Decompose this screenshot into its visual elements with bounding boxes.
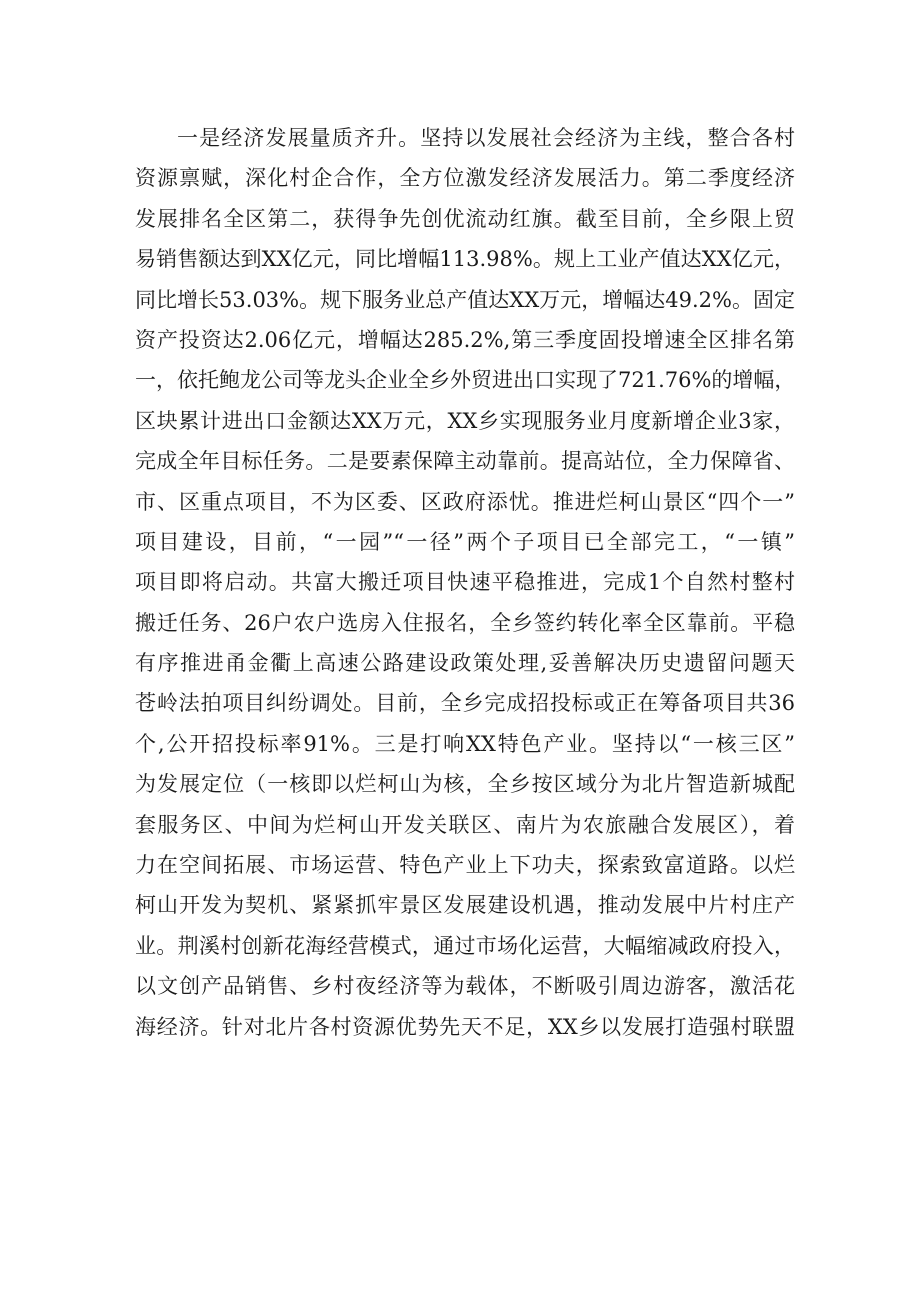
text-line: 市、区重点项目，不为区委、区政府添忧。推进烂柯山景区“四个一” bbox=[135, 489, 795, 514]
text-line: 个,公开招投标率91%。三是打响XX特色产业。坚持以“一核三区” bbox=[135, 731, 795, 756]
text-line: 以文创产品销售、乡村夜经济等为载体，不断吸引周边游客，激活花 bbox=[135, 974, 795, 999]
text-line: 一，依托鲍龙公司等龙头企业全乡外贸进出口实现了721.76%的增幅， bbox=[135, 368, 796, 393]
body-paragraph bbox=[135, 118, 795, 1047]
text-line: 为发展定位（一核即以烂柯山为核，全乡按区域分为北片智造新城配 bbox=[135, 772, 795, 797]
text-line: 易销售额达到XX亿元，同比增幅113.98%。规上工业产值达XX亿元， bbox=[135, 247, 795, 272]
text-line: 资源禀赋，深化村企合作，全方位激发经济发展活力。第二季度经济 bbox=[135, 166, 795, 191]
text-line: 柯山开发为契机、紧紧抓牢景区发展建设机遇，推动发展中片村庄产 bbox=[135, 893, 795, 918]
text-line: 发展排名全区第二，获得争先创优流动红旗。截至目前，全乡限上贸 bbox=[135, 206, 795, 231]
text-line: 项目建设，目前，“一园”“一径”两个子项目已全部完工，“一镇” bbox=[135, 529, 795, 554]
text-line: 海经济。针对北片各村资源优势先天不足，XX乡以发展打造强村联盟 bbox=[135, 1014, 795, 1039]
text-line: 力在空间拓展、市场运营、特色产业上下功夫，探索致富道路。以烂 bbox=[135, 853, 795, 878]
text-line: 资产投资达2.06亿元，增幅达285.2%,第三季度固投增速全区排名第 bbox=[135, 327, 795, 352]
text-line: 项目即将启动。共富大搬迁项目快速平稳推进，完成1个自然村整村 bbox=[135, 570, 795, 595]
text-line: 区块累计进出口金额达XX万元，XX乡实现服务业月度新增企业3家， bbox=[135, 408, 795, 433]
text-line: 套服务区、中间为烂柯山开发关联区、南片为农旅融合发展区），着 bbox=[135, 812, 795, 837]
text-line: 完成全年目标任务。二是要素保障主动靠前。提高站位，全力保障省、 bbox=[135, 449, 795, 474]
text-line: 业。荆溪村创新花海经营模式，通过市场化运营，大幅缩减政府投入， bbox=[135, 933, 795, 958]
text-line: 苍岭法拍项目纠纷调处。目前，全乡完成招投标或正在筹备项目共36 bbox=[135, 691, 795, 716]
text-line: 搬迁任务、26户农户选房入住报名，全乡签约转化率全区靠前。平稳 bbox=[135, 610, 795, 635]
text-line: 有序推进甬金衢上高速公路建设政策处理,妥善解决历史遗留问题天 bbox=[135, 651, 795, 676]
text-line: 同比增长53.03%。规下服务业总产值达XX万元，增幅达49.2%。固定 bbox=[135, 287, 795, 312]
text-line: 一是经济发展量质齐升。坚持以发展社会经济为主线，整合各村 bbox=[177, 126, 795, 150]
